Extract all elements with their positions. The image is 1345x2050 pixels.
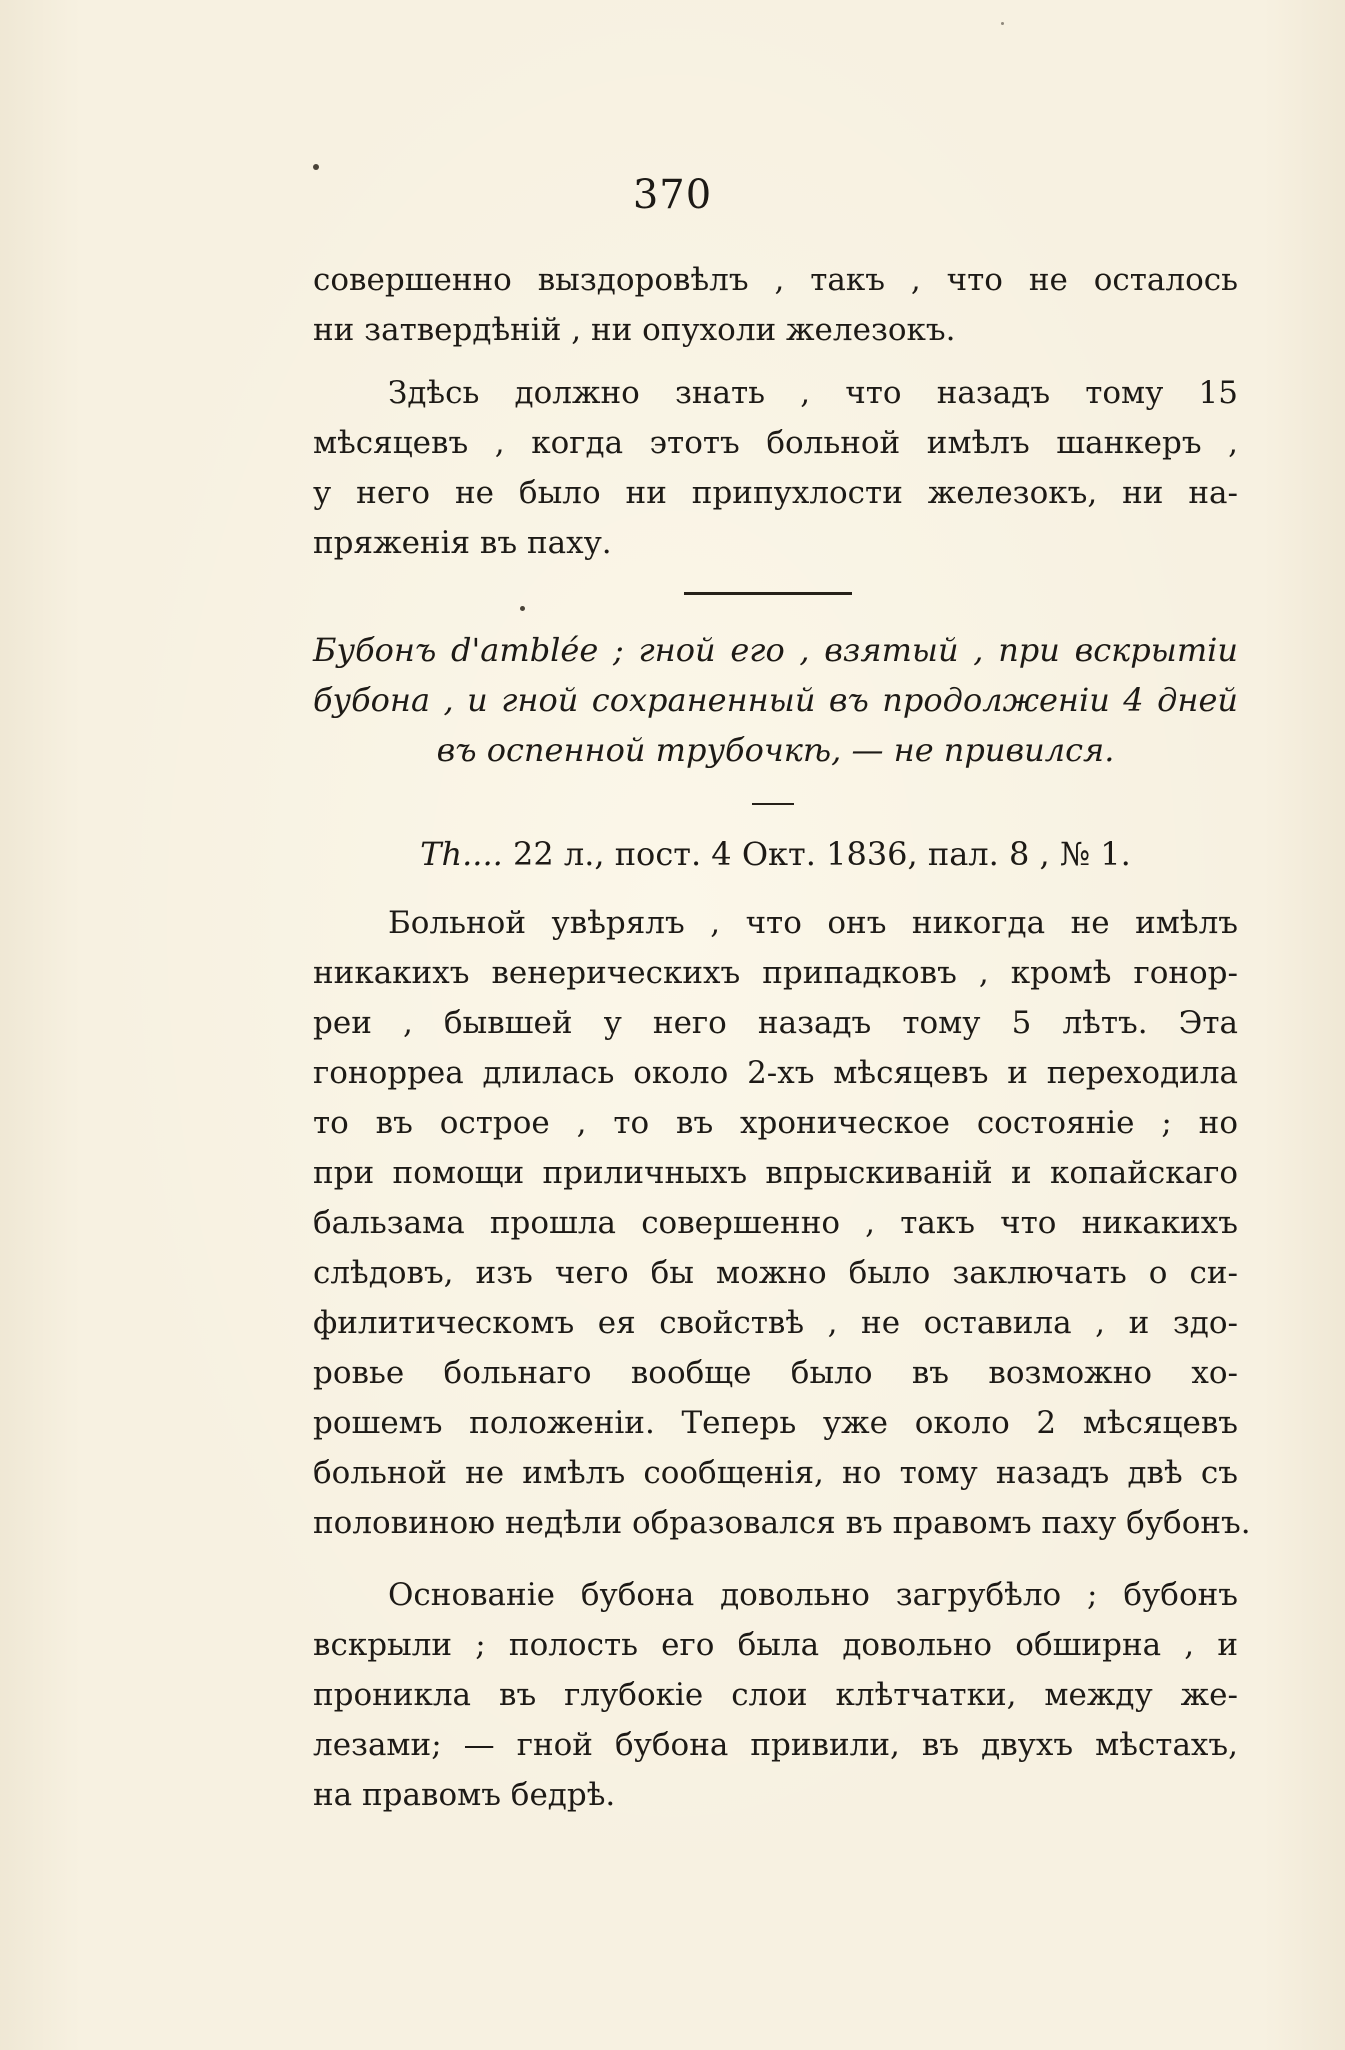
text-line: реи , бывшей у него назадъ тому 5 лѣтъ. Эта [313,1005,1238,1041]
text-line: бальзама прошла совершенно , такъ что никакихъ [313,1205,1238,1241]
ink-speck [1001,22,1004,25]
patient-initials: Th.... [420,835,503,873]
text-line: никакихъ венерическихъ припадковъ , кромѣ гонор- [313,955,1238,991]
short-divider [752,803,794,805]
text-line: совершенно выздоровѣлъ , такъ , что не осталось [313,262,1238,298]
text-line: ни затвердѣній , ни опухоли железокъ. [313,312,956,348]
text-line: рошемъ положеніи. Теперь уже около 2 мѣсяцевъ [313,1405,1238,1441]
page-number: 370 [632,172,713,218]
case-details: 22 л., пост. 4 Окт. 1836, пал. 8 , № 1. [502,835,1131,873]
heading-line: бубона , и гной сохраненный въ продолженіи 4 дней [313,681,1238,719]
case-header [313,829,1238,879]
paragraph-continuation [313,255,1238,355]
text-line: пряженія въ паху. [313,525,612,561]
text-line: Здѣсь должно знать , что назадъ тому 15 [388,375,1238,411]
paragraph-treatment [313,1570,1238,1820]
ink-speck [313,164,319,170]
text-line: слѣдовъ, изъ чего бы можно было заключать о си- [313,1255,1238,1291]
paragraph-history [313,898,1251,1548]
text-line: проникла въ глубокіе слои клѣтчатки, между же- [313,1677,1238,1713]
text-line: вскрыли ; полость его была довольно обширна , и [313,1627,1238,1663]
section-divider [684,592,852,595]
text-line: Основаніе бубона довольно загрубѣло ; бубонъ [388,1577,1238,1613]
ink-speck [520,606,525,611]
text-line: Больной увѣрялъ , что онъ никогда не имѣлъ [388,905,1238,941]
text-line: лезами; — гной бубона привили, въ двухъ мѣстахъ, [313,1727,1238,1763]
text-line: больной не имѣлъ сообщенія, но тому назадъ двѣ съ [313,1455,1238,1491]
text-line: ровье больнаго вообще было въ возможно хо- [313,1355,1238,1391]
text-line: гонорреа длилась около 2-хъ мѣсяцевъ и переходила [313,1055,1238,1091]
text-line: на правомъ бедрѣ. [313,1777,616,1813]
heading-line: въ оспенной трубочкѣ, — не привился. [436,731,1115,769]
text-line: филитическомъ ея свойствѣ , не оставила , и здо- [313,1305,1238,1341]
heading-line: Бубонъ d'amblée ; гной его , взятый , при вскрытіи [313,631,1238,669]
section-heading [313,625,1238,775]
text-line: мѣсяцевъ , когда этотъ больной имѣлъ шанкеръ , [313,425,1238,461]
text-line: у него не было ни припухлости железокъ, ни на- [313,475,1238,511]
text-line: то въ острое , то въ хроническое состояніе ; но [313,1105,1238,1141]
text-line: половиною недѣли образовался въ правомъ паху бубонъ. [313,1505,1251,1541]
paragraph-note [313,368,1238,568]
text-line: при помощи приличныхъ впрыскиваній и копайскаго [313,1155,1238,1191]
